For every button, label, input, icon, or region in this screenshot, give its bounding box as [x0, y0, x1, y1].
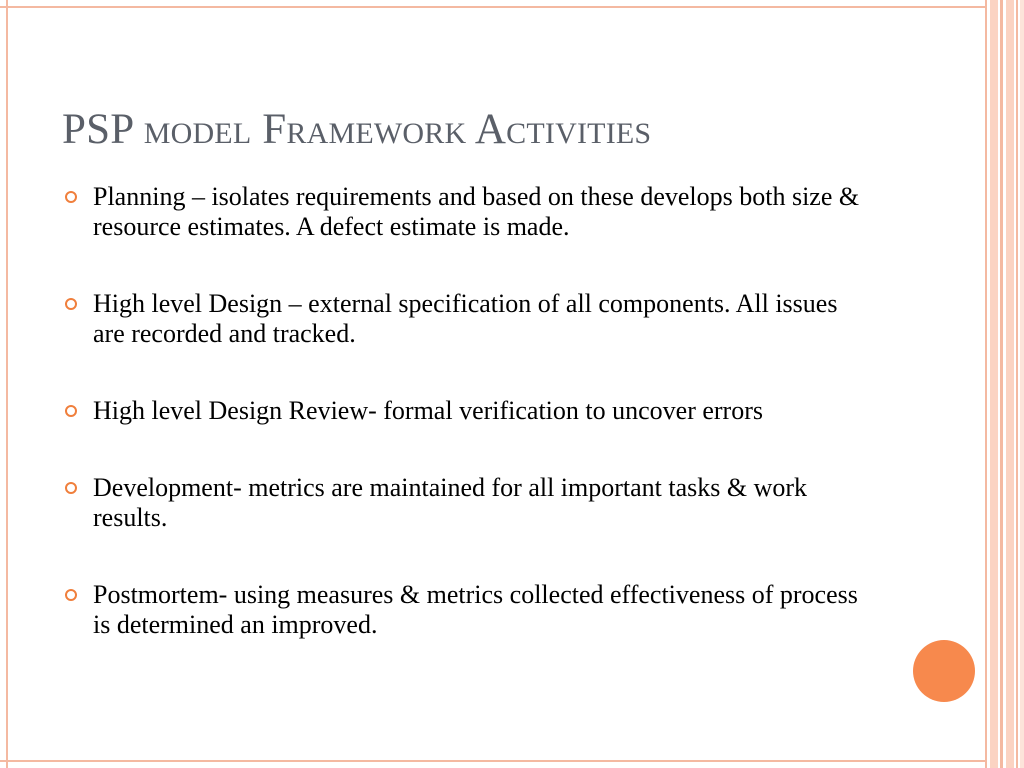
- right-stripe: [1006, 0, 1014, 768]
- right-stripe: [1000, 0, 1003, 768]
- hollow-circle-bullet-icon: [65, 405, 77, 417]
- right-stripe: [1016, 0, 1018, 768]
- bullet-text: Development- metrics are maintained for all important tasks & work results.: [93, 473, 808, 532]
- bullet-list: [64, 182, 864, 687]
- hollow-circle-bullet-icon: [65, 482, 77, 494]
- bullet-item: [64, 580, 864, 640]
- frame-bottom-line: [0, 760, 985, 762]
- slide-title: [62, 104, 651, 156]
- title-small-caps: model Framework Activities: [143, 106, 652, 153]
- right-stripe: [990, 0, 998, 768]
- orange-circle-decoration: [913, 640, 975, 702]
- frame-top-line: [0, 6, 985, 8]
- right-stripe: [985, 0, 987, 768]
- bullet-item: [64, 182, 864, 242]
- hollow-circle-bullet-icon: [65, 589, 77, 601]
- title-prefix: PSP: [62, 106, 144, 153]
- bullet-text: Postmortem- using measures & metrics collected effectiveness of process is determined an improved.: [93, 580, 858, 639]
- hollow-circle-bullet-icon: [65, 298, 77, 310]
- hollow-circle-bullet-icon: [65, 191, 77, 203]
- bullet-item: [64, 396, 864, 426]
- bullet-item: [64, 473, 864, 533]
- bullet-text: High level Design – external specification of all components. All issues are recorded and tracked.: [93, 289, 838, 348]
- right-stripe: [1020, 0, 1024, 768]
- frame-left-line: [6, 0, 8, 768]
- bullet-text: High level Design Review- formal verification to uncover errors: [93, 396, 763, 425]
- bullet-text: Planning – isolates requirements and based on these develops both size & resource estimates. A defect estimate is made.: [93, 182, 860, 241]
- bullet-item: [64, 289, 864, 349]
